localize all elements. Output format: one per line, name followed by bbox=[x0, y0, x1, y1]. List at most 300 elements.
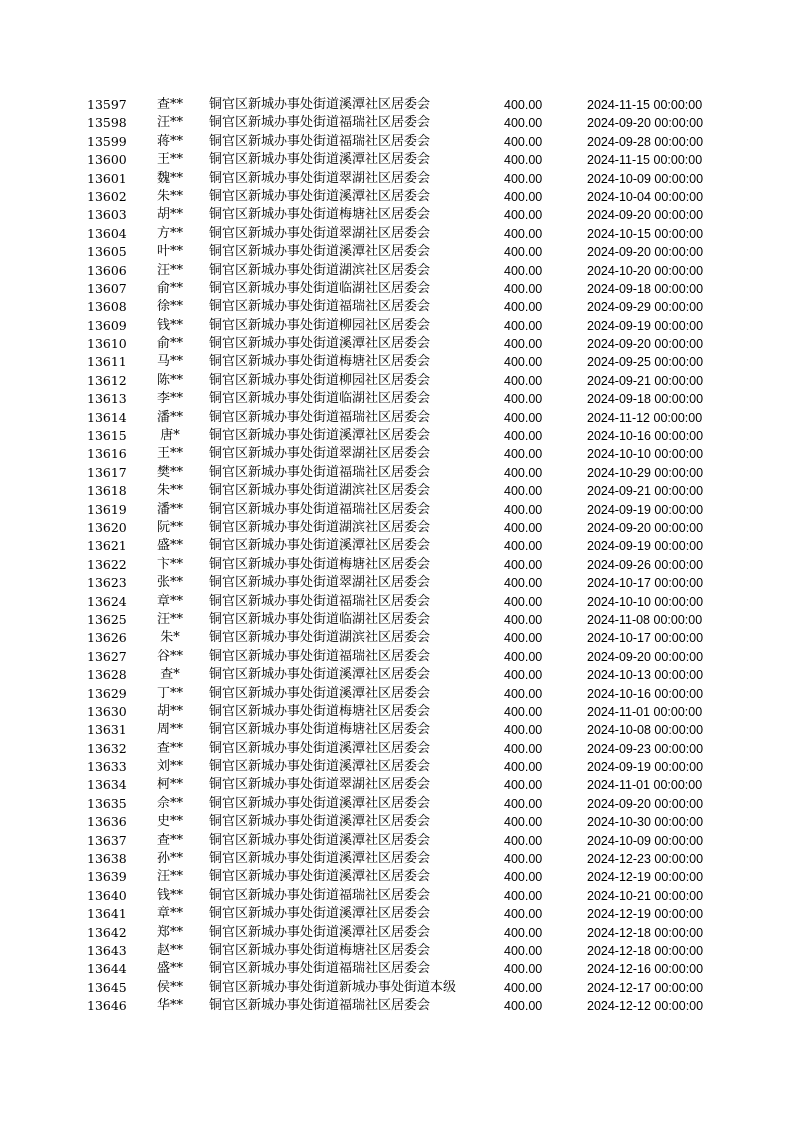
amount-cell: 400.00 bbox=[504, 852, 543, 867]
record-id-cell: 13631 bbox=[87, 722, 127, 738]
table-row bbox=[0, 317, 793, 335]
amount-cell: 400.00 bbox=[504, 300, 543, 315]
record-id-cell: 13621 bbox=[87, 538, 127, 554]
unit-cell: 铜官区新城办事处街道溪潭社区居委会 bbox=[209, 188, 431, 204]
unit-cell: 铜官区新城办事处街道福瑞社区居委会 bbox=[209, 593, 431, 609]
table-row bbox=[0, 997, 793, 1015]
table-row bbox=[0, 703, 793, 721]
record-id-cell: 13610 bbox=[87, 336, 127, 352]
record-id-cell: 13628 bbox=[87, 667, 127, 683]
unit-cell: 铜官区新城办事处街道梅塘社区居委会 bbox=[209, 556, 431, 572]
person-name-cell: 李** bbox=[156, 391, 183, 407]
date-cell: 2024-10-10 00:00:00 bbox=[587, 447, 704, 462]
date-cell: 2024-09-21 00:00:00 bbox=[587, 484, 704, 499]
unit-cell: 铜官区新城办事处街道福瑞社区居委会 bbox=[209, 133, 431, 149]
date-cell: 2024-10-10 00:00:00 bbox=[587, 594, 704, 609]
table-row bbox=[0, 850, 793, 868]
unit-cell: 铜官区新城办事处街道福瑞社区居委会 bbox=[209, 299, 431, 315]
unit-cell: 铜官区新城办事处街道溪潭社区居委会 bbox=[209, 832, 431, 848]
unit-cell: 铜官区新城办事处街道湖滨社区居委会 bbox=[209, 262, 431, 278]
table-row bbox=[0, 96, 793, 114]
unit-cell: 铜官区新城办事处街道溪潭社区居委会 bbox=[209, 244, 431, 260]
table-row bbox=[0, 243, 793, 261]
amount-cell: 400.00 bbox=[504, 815, 543, 830]
unit-cell: 铜官区新城办事处街道福瑞社区居委会 bbox=[209, 887, 431, 903]
amount-cell: 400.00 bbox=[504, 631, 543, 646]
unit-cell: 铜官区新城办事处街道溪潭社区居委会 bbox=[209, 924, 431, 940]
date-cell: 2024-12-16 00:00:00 bbox=[587, 962, 704, 977]
table-row bbox=[0, 188, 793, 206]
date-cell: 2024-09-18 00:00:00 bbox=[587, 281, 704, 296]
amount-cell: 400.00 bbox=[504, 980, 543, 995]
amount-cell: 400.00 bbox=[504, 392, 543, 407]
table-row bbox=[0, 795, 793, 813]
record-id-cell: 13603 bbox=[87, 207, 127, 223]
record-id-cell: 13632 bbox=[87, 740, 127, 756]
unit-cell: 铜官区新城办事处街道福瑞社区居委会 bbox=[209, 501, 431, 517]
unit-cell: 铜官区新城办事处街道翠湖社区居委会 bbox=[209, 777, 431, 793]
person-name-cell: 胡** bbox=[156, 703, 183, 719]
table-row bbox=[0, 482, 793, 500]
record-id-cell: 13606 bbox=[87, 262, 127, 278]
unit-cell: 铜官区新城办事处街道翠湖社区居委会 bbox=[209, 170, 431, 186]
amount-cell: 400.00 bbox=[504, 355, 543, 370]
amount-cell: 400.00 bbox=[504, 870, 543, 885]
unit-cell: 铜官区新城办事处街道溪潭社区居委会 bbox=[209, 152, 431, 168]
person-name-cell: 俞** bbox=[156, 280, 183, 296]
amount-cell: 400.00 bbox=[504, 410, 543, 425]
date-cell: 2024-10-21 00:00:00 bbox=[587, 888, 704, 903]
person-name-cell: 汪** bbox=[156, 869, 183, 885]
record-id-cell: 13646 bbox=[87, 998, 127, 1014]
table-row bbox=[0, 868, 793, 886]
amount-cell: 400.00 bbox=[504, 778, 543, 793]
date-cell: 2024-10-13 00:00:00 bbox=[587, 668, 704, 683]
person-name-cell: 汪** bbox=[156, 611, 183, 627]
table-row bbox=[0, 409, 793, 427]
unit-cell: 铜官区新城办事处街道翠湖社区居委会 bbox=[209, 575, 431, 591]
amount-cell: 400.00 bbox=[504, 208, 543, 223]
table-row bbox=[0, 905, 793, 923]
table-row bbox=[0, 114, 793, 132]
person-name-cell: 汪** bbox=[156, 115, 183, 131]
amount-cell: 400.00 bbox=[504, 704, 543, 719]
table-row bbox=[0, 225, 793, 243]
unit-cell: 铜官区新城办事处街道柳园社区居委会 bbox=[209, 317, 431, 333]
table-row bbox=[0, 464, 793, 482]
person-name-cell: 马** bbox=[156, 354, 183, 370]
date-cell: 2024-10-17 00:00:00 bbox=[587, 631, 704, 646]
date-cell: 2024-09-19 00:00:00 bbox=[587, 318, 704, 333]
amount-cell: 400.00 bbox=[504, 429, 543, 444]
person-name-cell: 柯** bbox=[156, 777, 183, 793]
person-name-cell: 唐* bbox=[160, 428, 180, 444]
table-row bbox=[0, 979, 793, 997]
unit-cell: 铜官区新城办事处街道溪潭社区居委会 bbox=[209, 814, 431, 830]
unit-cell: 铜官区新城办事处街道溪潭社区居委会 bbox=[209, 906, 431, 922]
person-name-cell: 查* bbox=[160, 667, 180, 683]
unit-cell: 铜官区新城办事处街道溪潭社区居委会 bbox=[209, 336, 431, 352]
table-row bbox=[0, 740, 793, 758]
date-cell: 2024-09-20 00:00:00 bbox=[587, 208, 704, 223]
record-id-cell: 13636 bbox=[87, 814, 127, 830]
amount-cell: 400.00 bbox=[504, 668, 543, 683]
person-name-cell: 潘** bbox=[156, 501, 183, 517]
unit-cell: 铜官区新城办事处街道梅塘社区居委会 bbox=[209, 207, 431, 223]
unit-cell: 铜官区新城办事处街道福瑞社区居委会 bbox=[209, 998, 431, 1014]
unit-cell: 铜官区新城办事处街道梅塘社区居委会 bbox=[209, 722, 431, 738]
record-id-cell: 13645 bbox=[87, 979, 127, 995]
person-name-cell: 樊** bbox=[156, 464, 183, 480]
table-row bbox=[0, 335, 793, 353]
date-cell: 2024-11-08 00:00:00 bbox=[587, 612, 703, 627]
date-cell: 2024-11-01 00:00:00 bbox=[587, 778, 703, 793]
date-cell: 2024-10-08 00:00:00 bbox=[587, 723, 704, 738]
unit-cell: 铜官区新城办事处街道溪潭社区居委会 bbox=[209, 795, 431, 811]
date-cell: 2024-09-20 00:00:00 bbox=[587, 796, 704, 811]
person-name-cell: 张** bbox=[156, 575, 183, 591]
table-row bbox=[0, 593, 793, 611]
date-cell: 2024-12-18 00:00:00 bbox=[587, 943, 704, 958]
table-row bbox=[0, 685, 793, 703]
date-cell: 2024-10-16 00:00:00 bbox=[587, 429, 704, 444]
record-id-cell: 13615 bbox=[87, 428, 127, 444]
person-name-cell: 章** bbox=[156, 906, 183, 922]
unit-cell: 铜官区新城办事处街道福瑞社区居委会 bbox=[209, 464, 431, 480]
record-id-cell: 13637 bbox=[87, 832, 127, 848]
amount-cell: 400.00 bbox=[504, 465, 543, 480]
unit-cell: 铜官区新城办事处街道新城办事处街道本级 bbox=[209, 979, 457, 995]
person-name-cell: 盛** bbox=[156, 961, 183, 977]
person-name-cell: 钱** bbox=[156, 887, 183, 903]
person-name-cell: 王** bbox=[156, 446, 183, 462]
record-id-cell: 13613 bbox=[87, 391, 127, 407]
amount-cell: 400.00 bbox=[504, 686, 543, 701]
amount-cell: 400.00 bbox=[504, 796, 543, 811]
date-cell: 2024-11-15 00:00:00 bbox=[587, 153, 703, 168]
person-name-cell: 叶** bbox=[156, 244, 183, 260]
table-row bbox=[0, 353, 793, 371]
table-row bbox=[0, 942, 793, 960]
date-cell: 2024-09-20 00:00:00 bbox=[587, 520, 704, 535]
amount-cell: 400.00 bbox=[504, 373, 543, 388]
person-name-cell: 朱** bbox=[156, 188, 183, 204]
amount-cell: 400.00 bbox=[504, 226, 543, 241]
date-cell: 2024-12-12 00:00:00 bbox=[587, 999, 704, 1014]
unit-cell: 铜官区新城办事处街道福瑞社区居委会 bbox=[209, 409, 431, 425]
date-cell: 2024-12-17 00:00:00 bbox=[587, 980, 704, 995]
table-row bbox=[0, 813, 793, 831]
person-name-cell: 胡** bbox=[156, 207, 183, 223]
date-cell: 2024-10-09 00:00:00 bbox=[587, 171, 704, 186]
amount-cell: 400.00 bbox=[504, 153, 543, 168]
person-name-cell: 赵** bbox=[156, 942, 183, 958]
record-id-cell: 13597 bbox=[87, 97, 127, 112]
amount-cell: 400.00 bbox=[504, 98, 543, 112]
record-id-cell: 13602 bbox=[87, 188, 127, 204]
amount-cell: 400.00 bbox=[504, 925, 543, 940]
amount-cell: 400.00 bbox=[504, 576, 543, 591]
amount-cell: 400.00 bbox=[504, 999, 543, 1014]
person-name-cell: 蒋** bbox=[156, 133, 183, 149]
amount-cell: 400.00 bbox=[504, 318, 543, 333]
person-name-cell: 周** bbox=[156, 722, 183, 738]
date-cell: 2024-11-01 00:00:00 bbox=[587, 704, 703, 719]
person-name-cell: 王** bbox=[156, 152, 183, 168]
amount-cell: 400.00 bbox=[504, 594, 543, 609]
unit-cell: 铜官区新城办事处街道湖滨社区居委会 bbox=[209, 630, 431, 646]
record-id-cell: 13623 bbox=[87, 575, 127, 591]
date-cell: 2024-12-19 00:00:00 bbox=[587, 907, 704, 922]
date-cell: 2024-12-19 00:00:00 bbox=[587, 870, 704, 885]
unit-cell: 铜官区新城办事处街道福瑞社区居委会 bbox=[209, 115, 431, 131]
person-name-cell: 朱** bbox=[156, 483, 183, 499]
table-row bbox=[0, 151, 793, 169]
record-id-cell: 13635 bbox=[87, 795, 127, 811]
table-row bbox=[0, 537, 793, 555]
amount-cell: 400.00 bbox=[504, 943, 543, 958]
unit-cell: 铜官区新城办事处街道湖滨社区居委会 bbox=[209, 519, 431, 535]
table-row bbox=[0, 666, 793, 684]
unit-cell: 铜官区新城办事处街道福瑞社区居委会 bbox=[209, 961, 431, 977]
table-row bbox=[0, 298, 793, 316]
person-name-cell: 陈** bbox=[156, 372, 183, 388]
unit-cell: 铜官区新城办事处街道翠湖社区居委会 bbox=[209, 446, 431, 462]
person-name-cell: 盛** bbox=[156, 538, 183, 554]
table-row bbox=[0, 501, 793, 519]
person-name-cell: 方** bbox=[156, 225, 183, 241]
record-id-cell: 13638 bbox=[87, 851, 127, 867]
date-cell: 2024-09-20 00:00:00 bbox=[587, 245, 704, 260]
person-name-cell: 潘** bbox=[156, 409, 183, 425]
record-id-cell: 13604 bbox=[87, 225, 127, 241]
amount-cell: 400.00 bbox=[504, 760, 543, 775]
unit-cell: 铜官区新城办事处街道溪潭社区居委会 bbox=[209, 869, 431, 885]
amount-cell: 400.00 bbox=[504, 484, 543, 499]
person-name-cell: 钱** bbox=[156, 317, 183, 333]
unit-cell: 铜官区新城办事处街道溪潭社区居委会 bbox=[209, 97, 431, 112]
unit-cell: 铜官区新城办事处街道梅塘社区居委会 bbox=[209, 703, 431, 719]
person-name-cell: 查** bbox=[156, 97, 183, 112]
table-row bbox=[0, 390, 793, 408]
record-id-cell: 13619 bbox=[87, 501, 127, 517]
amount-cell: 400.00 bbox=[504, 723, 543, 738]
amount-cell: 400.00 bbox=[504, 612, 543, 627]
person-name-cell: 汪** bbox=[156, 262, 183, 278]
person-name-cell: 魏** bbox=[156, 170, 183, 186]
unit-cell: 铜官区新城办事处街道溪潭社区居委会 bbox=[209, 667, 431, 683]
record-id-cell: 13644 bbox=[87, 961, 127, 977]
table-row bbox=[0, 170, 793, 188]
record-id-cell: 13643 bbox=[87, 942, 127, 958]
person-name-cell: 卞** bbox=[156, 556, 183, 572]
date-cell: 2024-10-09 00:00:00 bbox=[587, 833, 704, 848]
date-cell: 2024-10-15 00:00:00 bbox=[587, 226, 704, 241]
table-row bbox=[0, 629, 793, 647]
unit-cell: 铜官区新城办事处街道溪潭社区居委会 bbox=[209, 538, 431, 554]
record-id-cell: 13609 bbox=[87, 317, 127, 333]
unit-cell: 铜官区新城办事处街道柳园社区居委会 bbox=[209, 372, 431, 388]
table-row bbox=[0, 648, 793, 666]
table-row bbox=[0, 574, 793, 592]
person-name-cell: 阮** bbox=[156, 519, 183, 535]
unit-cell: 铜官区新城办事处街道溪潭社区居委会 bbox=[209, 740, 431, 756]
table-row bbox=[0, 611, 793, 629]
amount-cell: 400.00 bbox=[504, 263, 543, 278]
record-id-cell: 13622 bbox=[87, 556, 127, 572]
unit-cell: 铜官区新城办事处街道湖滨社区居委会 bbox=[209, 483, 431, 499]
date-cell: 2024-09-20 00:00:00 bbox=[587, 649, 704, 664]
date-cell: 2024-12-23 00:00:00 bbox=[587, 852, 704, 867]
person-name-cell: 史** bbox=[156, 814, 183, 830]
record-id-cell: 13626 bbox=[87, 630, 127, 646]
date-cell: 2024-10-29 00:00:00 bbox=[587, 465, 704, 480]
unit-cell: 铜官区新城办事处街道翠湖社区居委会 bbox=[209, 225, 431, 241]
amount-cell: 400.00 bbox=[504, 171, 543, 186]
table-row bbox=[0, 280, 793, 298]
amount-cell: 400.00 bbox=[504, 539, 543, 554]
person-name-cell: 徐** bbox=[156, 299, 183, 315]
amount-cell: 400.00 bbox=[504, 833, 543, 848]
amount-cell: 400.00 bbox=[504, 888, 543, 903]
record-id-cell: 13598 bbox=[87, 115, 127, 131]
table-row bbox=[0, 519, 793, 537]
record-id-cell: 13630 bbox=[87, 703, 127, 719]
date-cell: 2024-09-19 00:00:00 bbox=[587, 539, 704, 554]
date-cell: 2024-10-30 00:00:00 bbox=[587, 815, 704, 830]
date-cell: 2024-09-28 00:00:00 bbox=[587, 134, 704, 149]
date-cell: 2024-09-23 00:00:00 bbox=[587, 741, 704, 756]
amount-cell: 400.00 bbox=[504, 649, 543, 664]
date-cell: 2024-09-18 00:00:00 bbox=[587, 392, 704, 407]
record-id-cell: 13608 bbox=[87, 299, 127, 315]
date-cell: 2024-09-19 00:00:00 bbox=[587, 760, 704, 775]
record-id-cell: 13627 bbox=[87, 648, 127, 664]
amount-cell: 400.00 bbox=[504, 557, 543, 572]
unit-cell: 铜官区新城办事处街道临湖社区居委会 bbox=[209, 391, 431, 407]
table-row bbox=[0, 721, 793, 739]
record-id-cell: 13607 bbox=[87, 280, 127, 296]
person-name-cell: 郑** bbox=[156, 924, 183, 940]
table-row bbox=[0, 133, 793, 151]
date-cell: 2024-09-25 00:00:00 bbox=[587, 355, 704, 370]
unit-cell: 铜官区新城办事处街道梅塘社区居委会 bbox=[209, 354, 431, 370]
record-id-cell: 13617 bbox=[87, 464, 127, 480]
person-name-cell: 查** bbox=[156, 740, 183, 756]
amount-cell: 400.00 bbox=[504, 337, 543, 352]
date-cell: 2024-10-04 00:00:00 bbox=[587, 189, 704, 204]
unit-cell: 铜官区新城办事处街道临湖社区居委会 bbox=[209, 611, 431, 627]
amount-cell: 400.00 bbox=[504, 907, 543, 922]
table-row bbox=[0, 758, 793, 776]
amount-cell: 400.00 bbox=[504, 962, 543, 977]
date-cell: 2024-12-18 00:00:00 bbox=[587, 925, 704, 940]
date-cell: 2024-09-20 00:00:00 bbox=[587, 116, 704, 131]
table-row bbox=[0, 206, 793, 224]
table-row bbox=[0, 372, 793, 390]
date-cell: 2024-09-26 00:00:00 bbox=[587, 557, 704, 572]
amount-cell: 400.00 bbox=[504, 447, 543, 462]
record-id-cell: 13624 bbox=[87, 593, 127, 609]
unit-cell: 铜官区新城办事处街道梅塘社区居委会 bbox=[209, 942, 431, 958]
amount-cell: 400.00 bbox=[504, 741, 543, 756]
unit-cell: 铜官区新城办事处街道临湖社区居委会 bbox=[209, 280, 431, 296]
table-row bbox=[0, 427, 793, 445]
person-name-cell: 谷** bbox=[156, 648, 183, 664]
unit-cell: 铜官区新城办事处街道溪潭社区居委会 bbox=[209, 685, 431, 701]
record-id-cell: 13599 bbox=[87, 133, 127, 149]
person-name-cell: 佘** bbox=[156, 795, 183, 811]
person-name-cell: 俞** bbox=[156, 336, 183, 352]
record-id-cell: 13600 bbox=[87, 152, 127, 168]
table-row bbox=[0, 832, 793, 850]
amount-cell: 400.00 bbox=[504, 134, 543, 149]
person-name-cell: 刘** bbox=[156, 759, 183, 775]
table-row bbox=[0, 556, 793, 574]
unit-cell: 铜官区新城办事处街道溪潭社区居委会 bbox=[209, 759, 431, 775]
amount-cell: 400.00 bbox=[504, 116, 543, 131]
amount-cell: 400.00 bbox=[504, 502, 543, 517]
amount-cell: 400.00 bbox=[504, 245, 543, 260]
unit-cell: 铜官区新城办事处街道溪潭社区居委会 bbox=[209, 428, 431, 444]
record-id-cell: 13639 bbox=[87, 869, 127, 885]
person-name-cell: 查** bbox=[156, 832, 183, 848]
person-name-cell: 丁** bbox=[156, 685, 183, 701]
amount-cell: 400.00 bbox=[504, 520, 543, 535]
record-id-cell: 13633 bbox=[87, 759, 127, 775]
date-cell: 2024-11-12 00:00:00 bbox=[587, 410, 703, 425]
table-row bbox=[0, 924, 793, 942]
date-cell: 2024-10-17 00:00:00 bbox=[587, 576, 704, 591]
table-row bbox=[0, 960, 793, 978]
table-row bbox=[0, 445, 793, 463]
record-id-cell: 13605 bbox=[87, 244, 127, 260]
record-id-cell: 13640 bbox=[87, 887, 127, 903]
person-name-cell: 华** bbox=[156, 998, 183, 1014]
date-cell: 2024-09-29 00:00:00 bbox=[587, 300, 704, 315]
record-id-cell: 13641 bbox=[87, 906, 127, 922]
person-name-cell: 侯** bbox=[156, 979, 183, 995]
date-cell: 2024-11-15 00:00:00 bbox=[587, 98, 703, 112]
table-row bbox=[0, 262, 793, 280]
record-id-cell: 13634 bbox=[87, 777, 127, 793]
person-name-cell: 孙** bbox=[156, 851, 183, 867]
record-id-cell: 13620 bbox=[87, 519, 127, 535]
record-id-cell: 13614 bbox=[87, 409, 127, 425]
record-id-cell: 13618 bbox=[87, 483, 127, 499]
person-name-cell: 章** bbox=[156, 593, 183, 609]
unit-cell: 铜官区新城办事处街道溪潭社区居委会 bbox=[209, 851, 431, 867]
record-id-cell: 13625 bbox=[87, 611, 127, 627]
table-row bbox=[0, 887, 793, 905]
record-id-cell: 13612 bbox=[87, 372, 127, 388]
record-id-cell: 13642 bbox=[87, 924, 127, 940]
date-cell: 2024-09-20 00:00:00 bbox=[587, 337, 704, 352]
amount-cell: 400.00 bbox=[504, 189, 543, 204]
amount-cell: 400.00 bbox=[504, 281, 543, 296]
date-cell: 2024-10-16 00:00:00 bbox=[587, 686, 704, 701]
date-cell: 2024-09-21 00:00:00 bbox=[587, 373, 704, 388]
person-name-cell: 朱* bbox=[160, 630, 180, 646]
record-table bbox=[0, 96, 793, 1016]
date-cell: 2024-09-19 00:00:00 bbox=[587, 502, 704, 517]
record-id-cell: 13629 bbox=[87, 685, 127, 701]
record-id-cell: 13601 bbox=[87, 170, 127, 186]
date-cell: 2024-10-20 00:00:00 bbox=[587, 263, 704, 278]
table-row bbox=[0, 776, 793, 794]
unit-cell: 铜官区新城办事处街道福瑞社区居委会 bbox=[209, 648, 431, 664]
record-id-cell: 13611 bbox=[87, 354, 127, 370]
